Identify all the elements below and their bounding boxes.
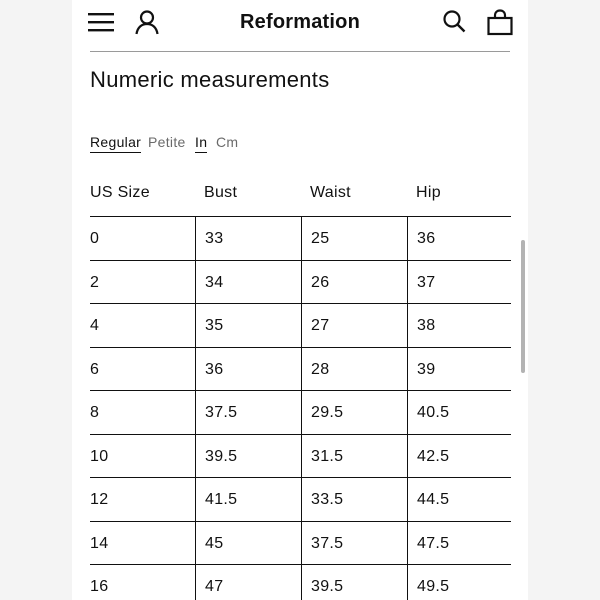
hip-cell: 47.5: [407, 522, 511, 565]
table-row: [90, 478, 511, 522]
bust-cell: 45: [195, 522, 301, 565]
hip-cell: 42.5: [407, 435, 511, 478]
size-cell: 4: [90, 317, 100, 334]
bust-cell: 47: [195, 565, 301, 600]
table-row: [90, 522, 511, 566]
waist-cell: 31.5: [301, 435, 407, 478]
scrollbar-thumb[interactable]: [521, 240, 525, 373]
waist-cell: 26: [301, 261, 407, 304]
table-row: [90, 217, 511, 261]
hip-cell: 38: [407, 304, 511, 347]
hip-cell: 39: [407, 348, 511, 391]
column-header-us-size: US Size: [90, 184, 150, 201]
hip-cell: 40.5: [407, 391, 511, 434]
size-cell: 14: [90, 534, 109, 552]
waist-cell: 37.5: [301, 522, 407, 565]
search-icon[interactable]: [442, 9, 466, 33]
size-cell: 0: [90, 230, 100, 247]
bust-cell: 34: [195, 261, 301, 304]
bust-cell: 35: [195, 304, 301, 347]
waist-cell: 33.5: [301, 478, 407, 521]
hip-cell: 37: [407, 261, 511, 304]
hip-cell: 36: [407, 217, 511, 260]
waist-cell: 39.5: [301, 565, 407, 600]
tab-regular[interactable]: Regular: [90, 134, 141, 153]
size-cell: 2: [90, 273, 100, 291]
bust-cell: 41.5: [195, 478, 301, 521]
table-row: [90, 261, 511, 305]
waist-cell: 28: [301, 348, 407, 391]
tab-unit-cm[interactable]: Cm: [216, 134, 239, 150]
hip-cell: 49.5: [407, 565, 511, 600]
hip-cell: 44.5: [407, 478, 511, 521]
tab-petite[interactable]: Petite: [148, 134, 186, 150]
bust-cell: 39.5: [195, 435, 301, 478]
bust-cell: 33: [195, 217, 301, 260]
size-guide-page: [72, 0, 528, 600]
waist-cell: 29.5: [301, 391, 407, 434]
table-header-row: [90, 172, 511, 217]
column-header-hip: Hip: [416, 184, 441, 201]
column-header-waist: Waist: [310, 184, 351, 201]
table-row: [90, 348, 511, 392]
size-cell: 6: [90, 360, 100, 378]
size-cell: 8: [90, 404, 100, 421]
waist-cell: 27: [301, 304, 407, 347]
table-row: [90, 391, 511, 435]
header-divider: [90, 51, 510, 52]
column-header-bust: Bust: [204, 184, 238, 201]
bust-cell: 37.5: [195, 391, 301, 434]
table-row: [90, 304, 511, 348]
size-cell: 10: [90, 447, 109, 465]
section-title: Numeric measurements: [90, 67, 330, 92]
tab-unit-in[interactable]: In: [195, 134, 207, 153]
table-row: [90, 565, 511, 600]
table-row: [90, 435, 511, 479]
waist-cell: 25: [301, 217, 407, 260]
shopping-bag-icon[interactable]: [486, 8, 514, 36]
size-chart-table: [90, 172, 511, 600]
top-header: [72, 0, 528, 46]
size-cell: 12: [90, 491, 109, 508]
brand-logo[interactable]: Reformation: [240, 11, 360, 33]
size-cell: 16: [90, 578, 109, 595]
bust-cell: 36: [195, 348, 301, 391]
